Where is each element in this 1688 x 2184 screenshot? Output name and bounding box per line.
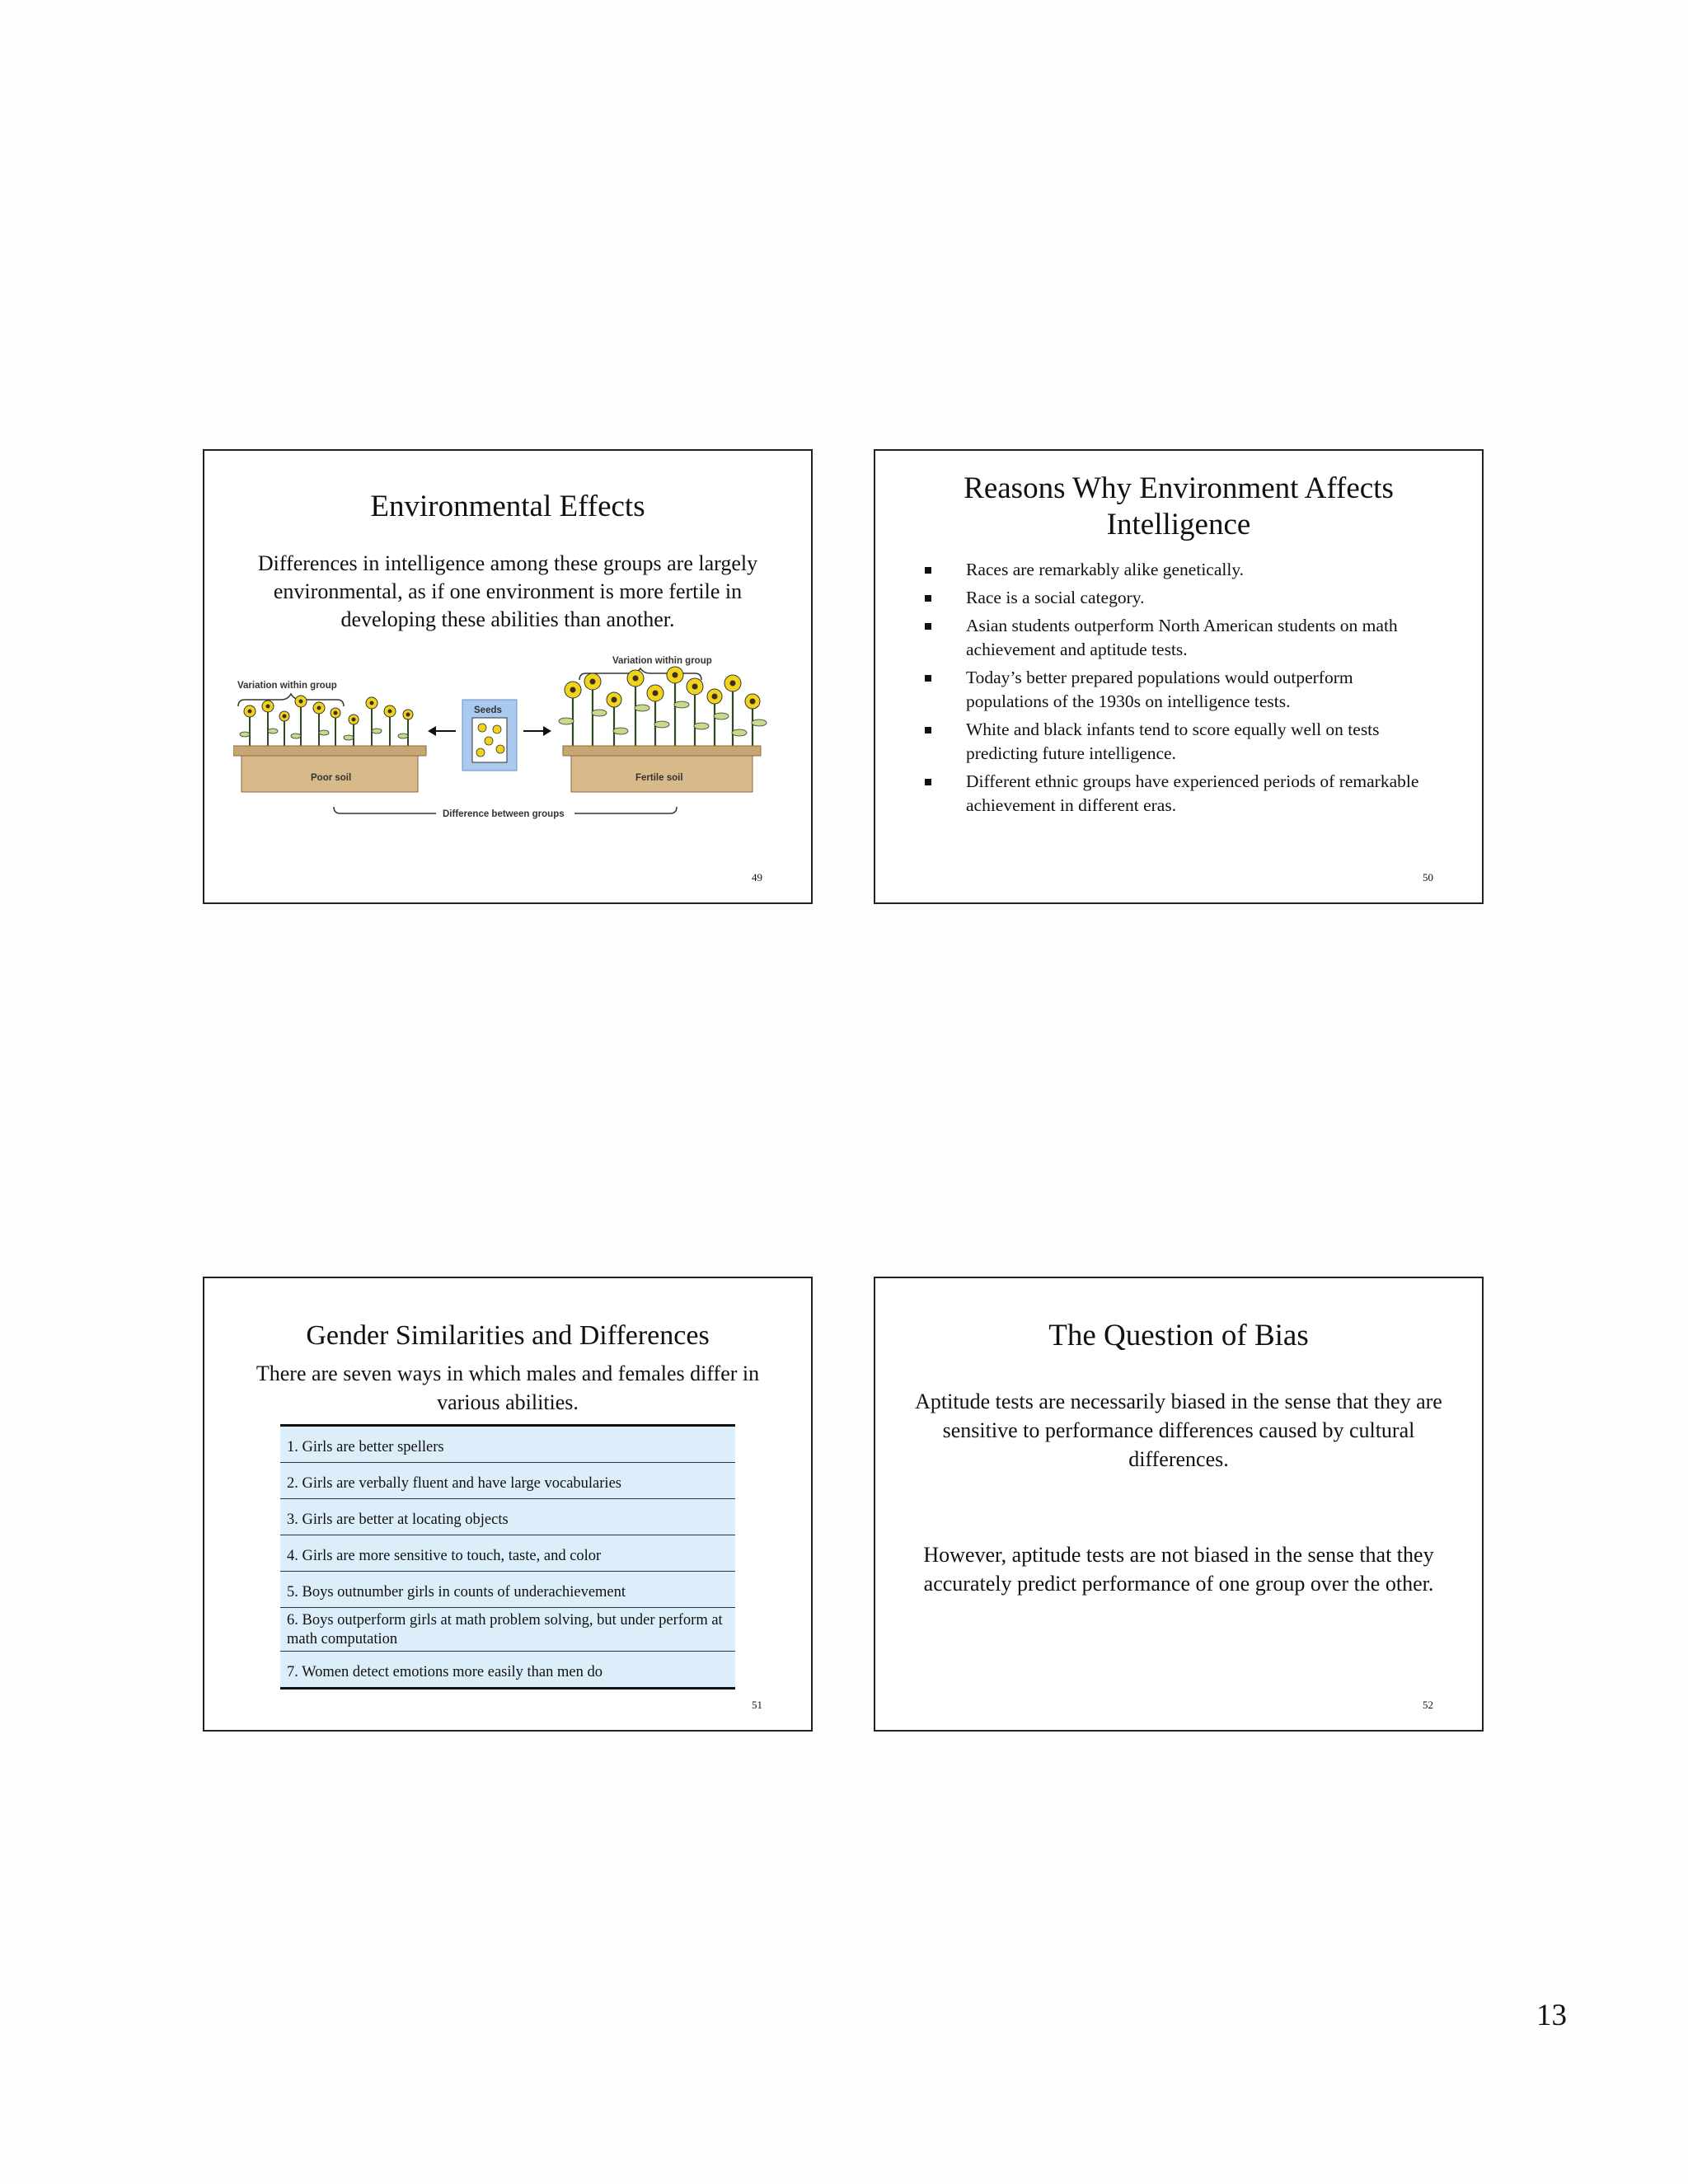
table-row bbox=[280, 1652, 735, 1689]
slide-title: The Question of Bias bbox=[1048, 1319, 1309, 1352]
slide-paragraph: Aptitude tests are necessarily biased in the sense that they are sensitive to performance differences caused by cultural differences. bbox=[915, 1390, 1442, 1471]
table-row bbox=[280, 1463, 735, 1499]
slide-subtitle: There are seven ways in which males and females differ in various abilities. bbox=[256, 1361, 760, 1414]
table-cell: 1. Girls are better spellers bbox=[280, 1426, 735, 1463]
gender-differences-table bbox=[280, 1424, 735, 1690]
table-row bbox=[280, 1608, 735, 1652]
poor-soil-label: Poor soil bbox=[311, 773, 352, 783]
slide-number: 52 bbox=[1423, 1699, 1433, 1711]
slide-number: 50 bbox=[1423, 871, 1433, 883]
reasons-list bbox=[923, 558, 1434, 822]
seeds-soil-figure bbox=[233, 655, 785, 869]
list-item: Asian students outperform North American students on math achievement and aptitude tests. bbox=[923, 614, 1434, 662]
slide-paragraph: However, aptitude tests are not biased in the sense that they accurately predict performance of one group over the other. bbox=[923, 1543, 1434, 1596]
table-cell: 2. Girls are verbally fluent and have large vocabularies bbox=[280, 1463, 735, 1499]
slide-gender-similarities bbox=[203, 1277, 813, 1732]
slide-number: 51 bbox=[752, 1699, 762, 1711]
right-variation-label: Variation within group bbox=[612, 656, 712, 666]
table-cell: 6. Boys outperform girls at math problem solving, but under perform at math computation bbox=[280, 1608, 735, 1652]
slide-title: Environmental Effects bbox=[370, 490, 645, 523]
slide-body-text: Differences in intelligence among these groups are largely environmental, as if one environment is more fertile in developing these abilities than another. bbox=[257, 551, 758, 631]
slide-title: Reasons Why Environment Affects Intelligence bbox=[964, 471, 1394, 541]
fertile-soil-label: Fertile soil bbox=[635, 773, 683, 783]
difference-between-groups-label: Difference between groups bbox=[443, 809, 565, 819]
list-item: Races are remarkably alike genetically. bbox=[923, 558, 1434, 582]
table-row bbox=[280, 1572, 735, 1608]
list-item: Today’s better prepared populations would outperform populations of the 1930s on intelligence tests. bbox=[923, 666, 1434, 714]
slide-number: 49 bbox=[752, 871, 762, 883]
list-item: Race is a social category. bbox=[923, 586, 1434, 610]
slide-question-of-bias bbox=[874, 1277, 1484, 1732]
table-row bbox=[280, 1499, 735, 1535]
table-cell: 7. Women detect emotions more easily than men do bbox=[280, 1652, 735, 1689]
list-item: White and black infants tend to score equally well on tests predicting future intelligence. bbox=[923, 718, 1434, 766]
list-item: Different ethnic groups have experienced periods of remarkable achievement in different eras. bbox=[923, 770, 1434, 818]
left-variation-label: Variation within group bbox=[237, 681, 337, 691]
slide-environmental-effects bbox=[203, 449, 813, 904]
table-row bbox=[280, 1426, 735, 1463]
table-cell: 5. Boys outnumber girls in counts of underachievement bbox=[280, 1572, 735, 1608]
slide-reasons-environment bbox=[874, 449, 1484, 904]
page-number: 13 bbox=[1536, 1999, 1567, 2032]
table-cell: 3. Girls are better at locating objects bbox=[280, 1499, 735, 1535]
seeds-label: Seeds bbox=[474, 705, 502, 715]
table-cell: 4. Girls are more sensitive to touch, taste, and color bbox=[280, 1535, 735, 1572]
table-row bbox=[280, 1535, 735, 1572]
slide-title: Gender Similarities and Differences bbox=[306, 1320, 710, 1351]
